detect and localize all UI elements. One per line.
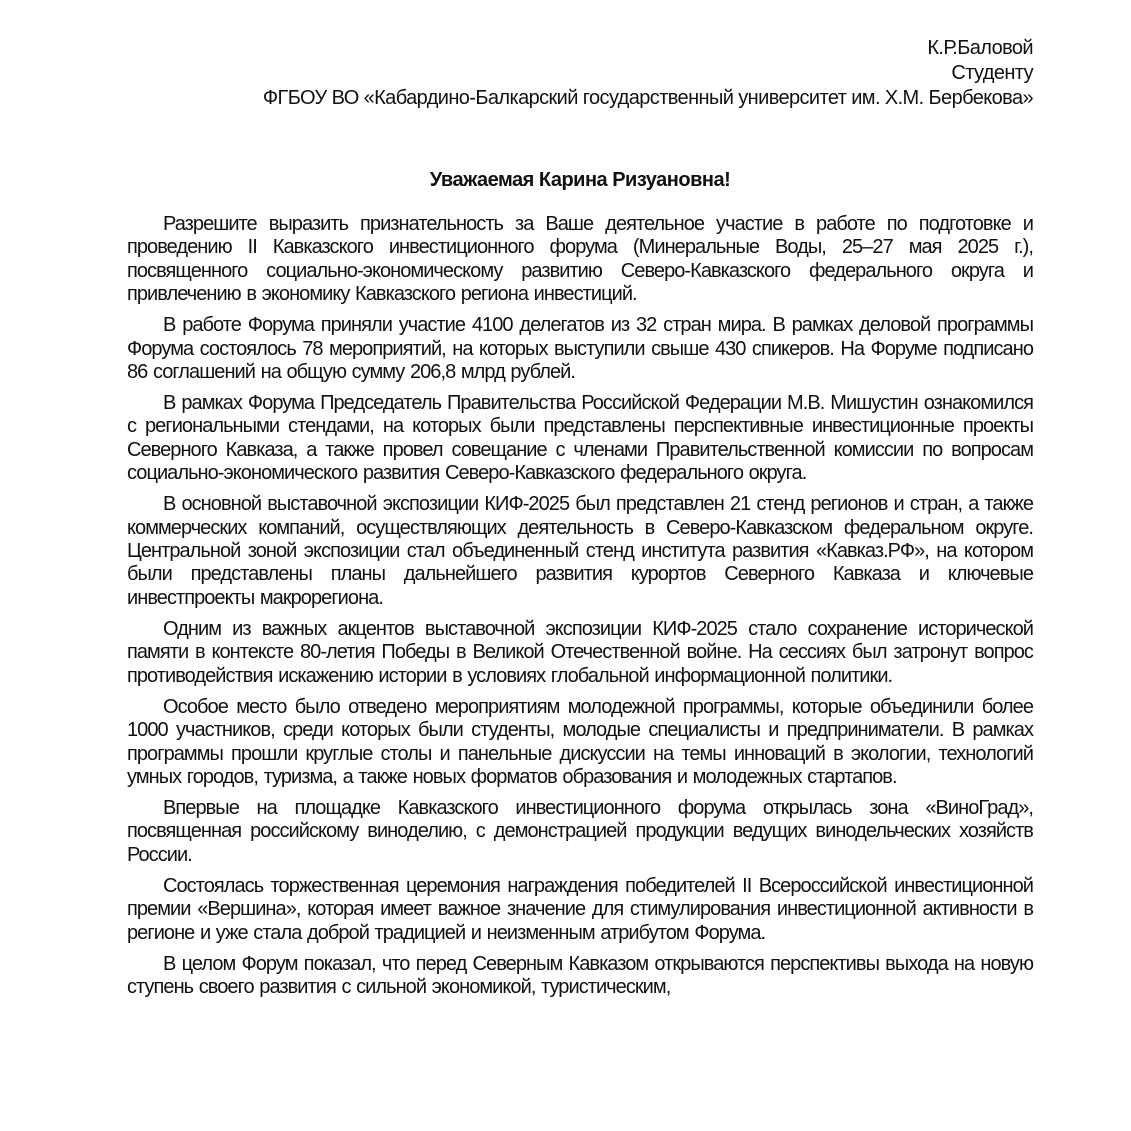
addressee-block	[263, 36, 1033, 111]
paragraph: Разрешите выразить признательность за Ваше деятельное участие в работе по подготовке и проведению II Кавказского инвестиционного форума (Минеральные Воды, 25–27 мая 2025 г.), посвященного социально-экономическому развитию Северо-Кавказского федерального округа и привлечению в экономику Кавказского региона инвестиций.	[127, 213, 1033, 306]
addressee-role: Студенту	[951, 62, 1033, 84]
addressee-organization: ФГБОУ ВО «Кабардино-Балкарский государственный университет им. Х.М. Бербекова»	[262, 87, 1033, 109]
paragraph: В работе Форума приняли участие 4100 делегатов из 32 стран мира. В рамках деловой программы Форума состоялось 78 мероприятий, на которых выступили свыше 430 спикеров. На Форуме подписано 86 соглашений на общую сумму 206,8 млрд рублей.	[127, 314, 1033, 384]
salutation-heading: Уважаемая Карина Ризуановна!	[429, 169, 731, 191]
addressee-name: К.Р.Баловой	[927, 37, 1033, 59]
letter-body	[127, 213, 1033, 1007]
paragraph: Особое место было отведено мероприятиям молодежной программы, которые объединили более 1000 участников, среди которых были студенты, молодые специалисты и предприниматели. В рамках программы прошли круглые столы и панельные дискуссии на темы инноваций в экологии, технологий умных городов, туризма, а также новых форматов образования и молодежных стартапов.	[127, 695, 1033, 788]
paragraph: В основной выставочной экспозиции КИФ-2025 был представлен 21 стенд регионов и стран, а также коммерческих компаний, осуществляющих деятельность в Северо-Кавказском федеральном округе. Центральной зоной экспозиции стал объединенный стенд института развития «Кавказ.РФ», на котором были представлены планы дальнейшего развития курортов Северного Кавказа и ключевые инвестпроекты макрорегиона.	[127, 493, 1033, 609]
paragraph: Впервые на площадке Кавказского инвестиционного форума открылась зона «ВиноГрад», посвященная российскому виноделию, с демонстрацией продукции ведущих винодельческих хозяйств России.	[127, 796, 1033, 866]
paragraph: Одним из важных акцентов выставочной экспозиции КИФ-2025 стало сохранение исторической памяти в контексте 80-летия Победы в Великой Отечественной войне. На сессиях был затронут вопрос противодействия искажению истории в условиях глобальной информационной политики.	[127, 617, 1033, 687]
paragraph: В рамках Форума Председатель Правительства Российской Федерации М.В. Мишустин ознакомился с региональными стендами, на которых были представлены перспективные инвестиционные проекты Северного Кавказа, а также провел совещание с членами Правительственной комиссии по вопросам социально-экономического развития Северо-Кавказского федерального округа.	[127, 392, 1033, 485]
cropped-text-fragment	[317, 0, 517, 2]
paragraph: Состоялась торжественная церемония награждения победителей II Всероссийской инвестиционной премии «Вершина», которая имеет важное значение для стимулирования инвестиционной активности в регионе и уже стала доброй традицией и неизменным атрибутом Форума.	[127, 874, 1033, 944]
paragraph: В целом Форум показал, что перед Северным Кавказом открываются перспективы выхода на новую ступень своего развития с сильной экономикой, туристическим,	[127, 952, 1033, 998]
